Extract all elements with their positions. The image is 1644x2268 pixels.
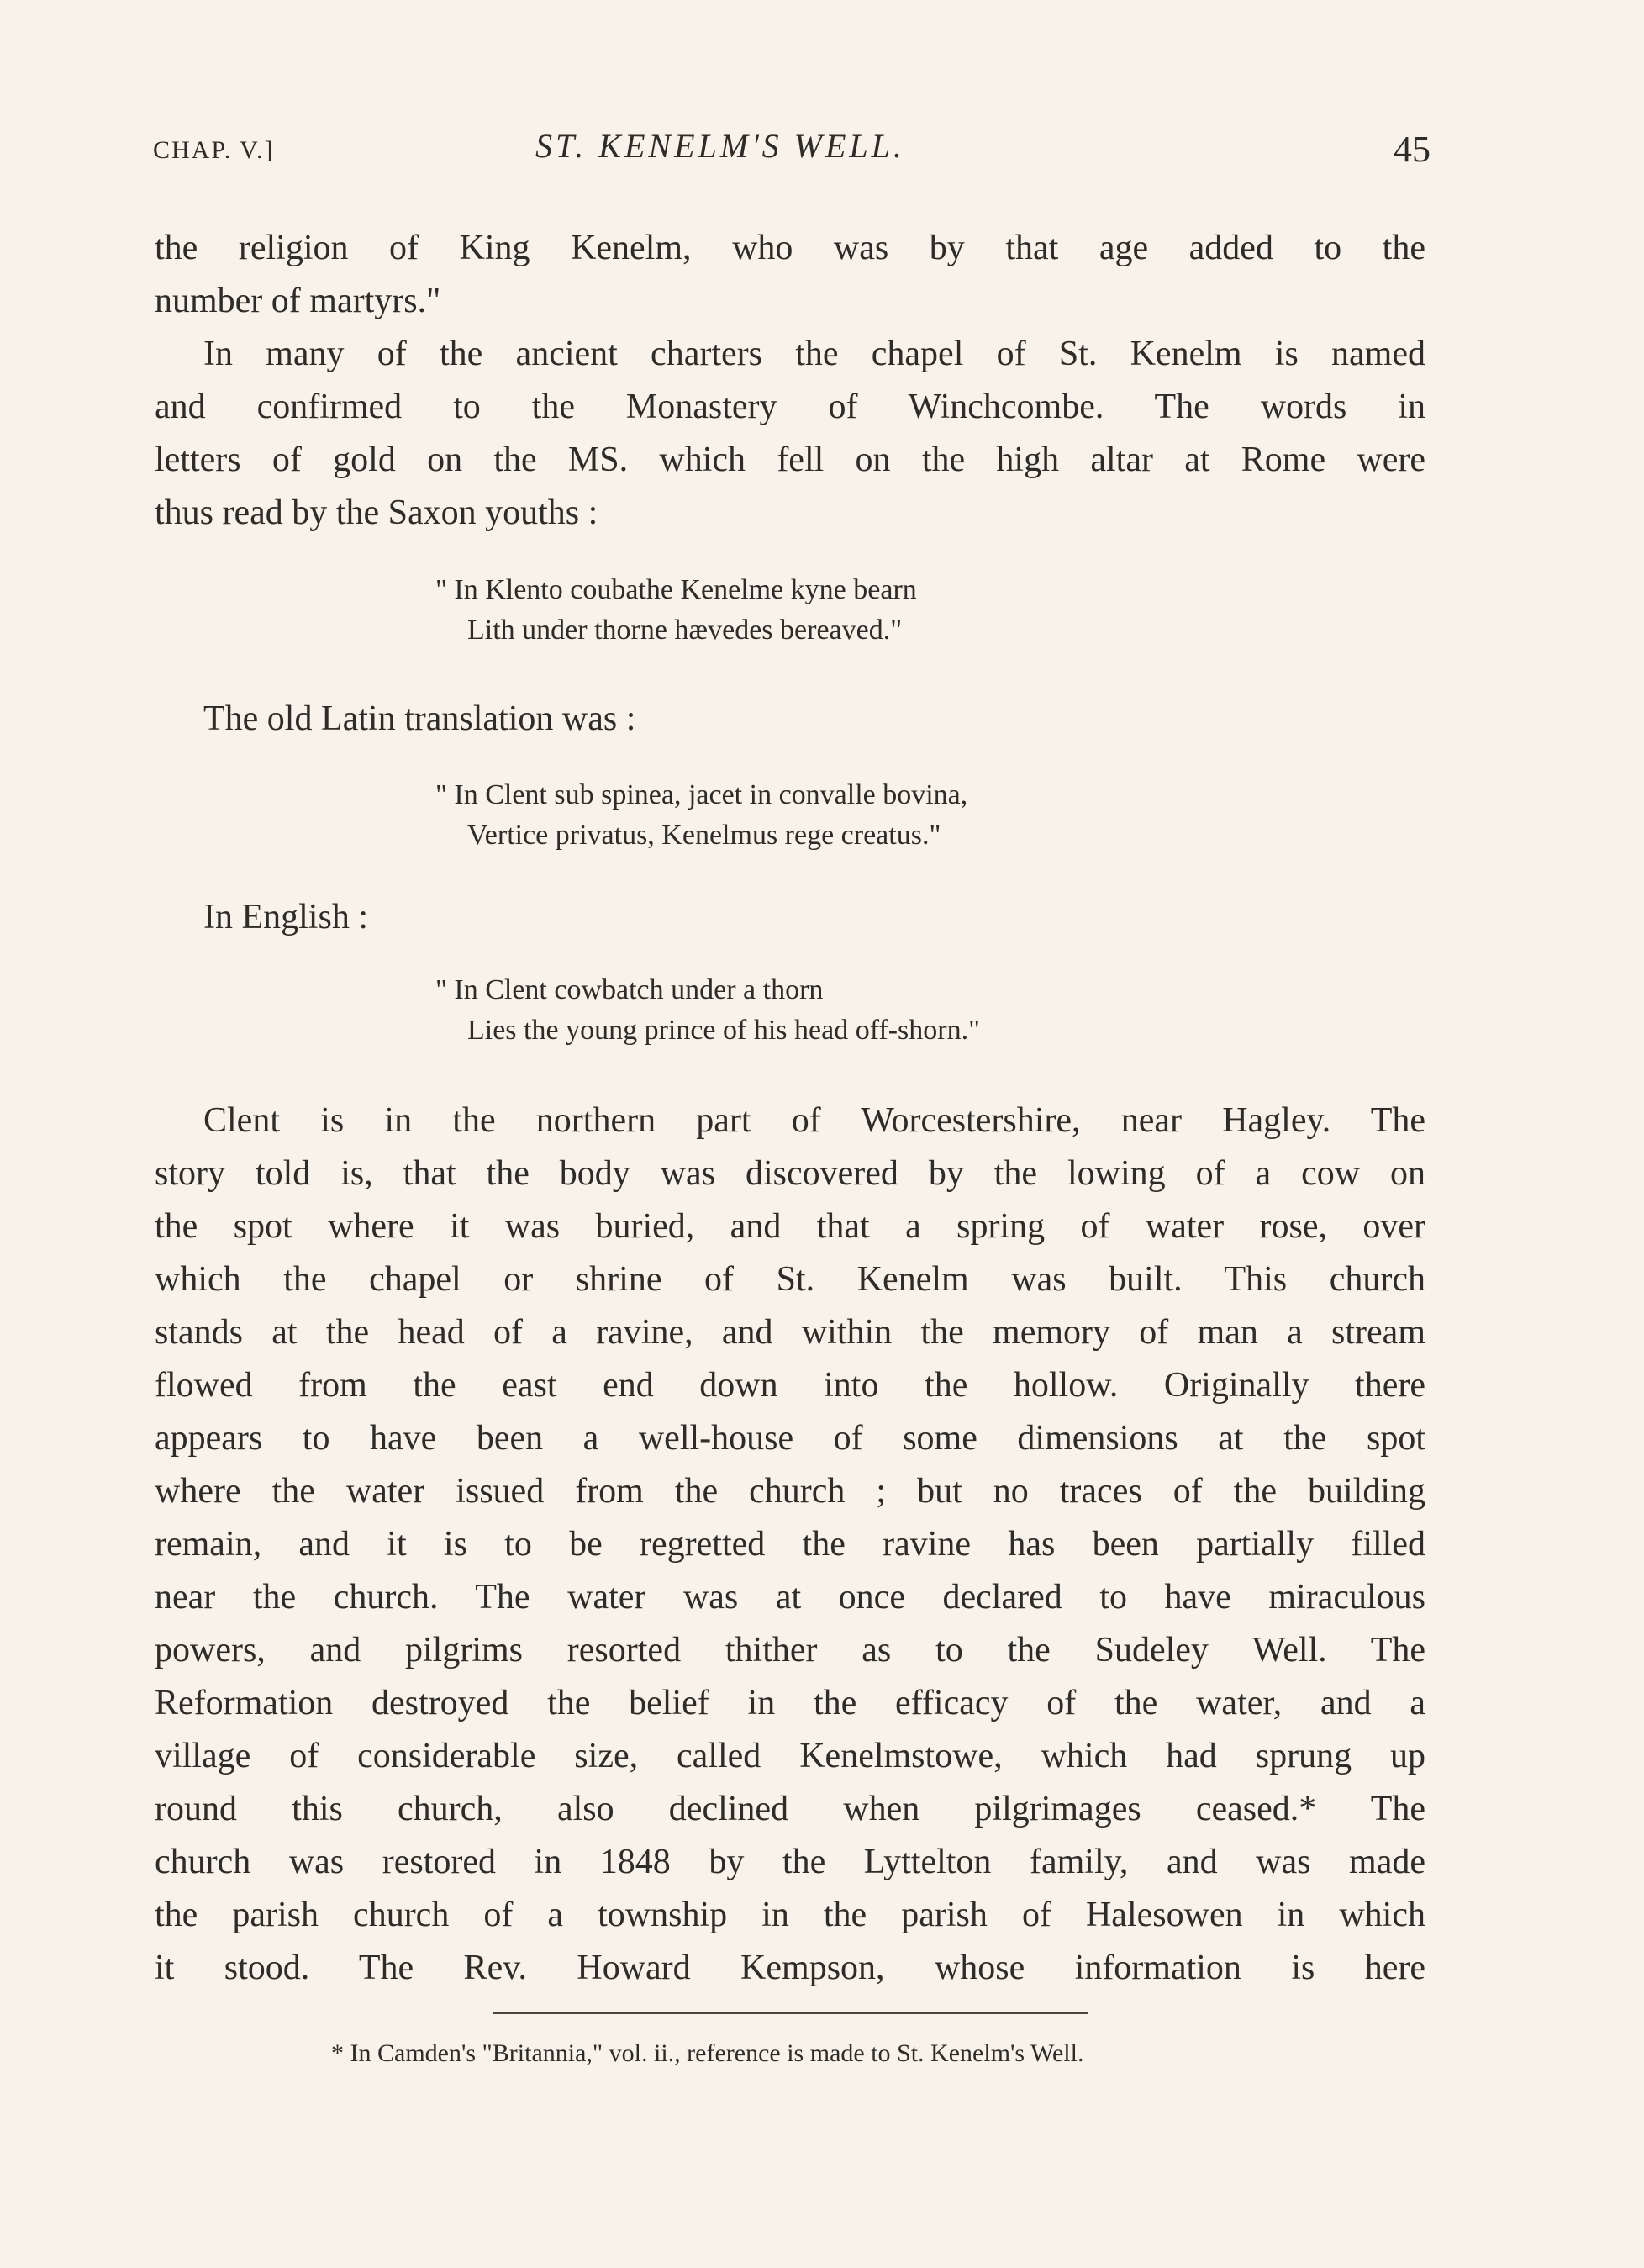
text-line: In English : — [203, 898, 368, 936]
text-line: The old Latin translation was : — [203, 699, 636, 738]
chapter-label: CHAP. V.] — [153, 136, 275, 164]
text-line: round this church, also declined when pilgrimages ceased.* The — [155, 1790, 1425, 1828]
text-line: Clent is in the northern part of Worcestershire, near Hagley. The — [203, 1101, 1425, 1140]
verse-line: Lith under thorne hævedes bereaved." — [467, 614, 903, 646]
paragraph-2 — [155, 328, 1425, 540]
verse-latin — [435, 775, 967, 856]
verse-line: " In Clent cowbatch under a thorn — [435, 974, 824, 1005]
text-line: In many of the ancient charters the chapel of St. Kenelm is named — [203, 335, 1425, 373]
text-line: stands at the head of a ravine, and within the memory of man a stream — [155, 1313, 1425, 1352]
text-line: which the chapel or shrine of St. Kenelm was built. This church — [155, 1260, 1425, 1299]
footnote: * In Camden's "Britannia," vol. ii., reference is made to St. Kenelm's Well. — [331, 2039, 1084, 2067]
text-line: letters of gold on the MS. which fell on the high altar at Rome were — [155, 440, 1425, 479]
text-line: where the water issued from the church ; but no traces of the building — [155, 1472, 1425, 1511]
text-line: the religion of King Kenelm, who was by that age added to the — [155, 229, 1425, 267]
verse-line: " In Klento coubathe Kenelme kyne bearn — [435, 574, 917, 605]
footnote-rule — [493, 2012, 1088, 2014]
text-line: it stood. The Rev. Howard Kempson, whose information is here — [155, 1949, 1425, 1987]
text-line: and confirmed to the Monastery of Winchcombe. The words in — [155, 388, 1425, 426]
text-line: remain, and it is to be regretted the ravine has been partially filled — [155, 1525, 1425, 1564]
text-line: story told is, that the body was discovered by the lowing of a cow on — [155, 1154, 1425, 1193]
text-line: the parish church of a township in the parish of Halesowen in which — [155, 1896, 1425, 1934]
text-line: flowed from the east end down into the hollow. Originally there — [155, 1366, 1425, 1405]
paragraph-3 — [155, 1094, 1425, 1995]
text-line: appears to have been a well-house of some dimensions at the spot — [155, 1419, 1425, 1458]
text-line: number of martyrs." — [155, 282, 441, 320]
paragraph-1 — [155, 222, 1425, 328]
text-line: near the church. The water was at once declared to have miraculous — [155, 1578, 1425, 1617]
latin-intro — [155, 693, 1425, 746]
text-line: church was restored in 1848 by the Lyttelton family, and was made — [155, 1843, 1425, 1881]
text-line: powers, and pilgrims resorted thither as to the Sudeley Well. The — [155, 1631, 1425, 1669]
english-intro — [155, 891, 1425, 944]
text-line: village of considerable size, called Kenelmstowe, which had sprung up — [155, 1737, 1425, 1775]
page-title: ST. KENELM'S WELL. — [535, 127, 905, 165]
verse-line: " In Clent sub spinea, jacet in convalle bovina, — [435, 779, 968, 810]
text-line: Reformation destroyed the belief in the efficacy of the water, and a — [155, 1684, 1425, 1722]
page-number: 45 — [1394, 129, 1431, 170]
verse-english — [435, 970, 980, 1051]
text-line: the spot where it was buried, and that a spring of water rose, over — [155, 1207, 1425, 1246]
verse-line: Vertice privatus, Kenelmus rege creatus." — [467, 820, 941, 851]
text-line: thus read by the Saxon youths : — [155, 493, 598, 532]
verse-saxon — [435, 570, 917, 651]
verse-line: Lies the young prince of his head off-shorn." — [467, 1015, 980, 1046]
running-header — [153, 124, 1431, 175]
